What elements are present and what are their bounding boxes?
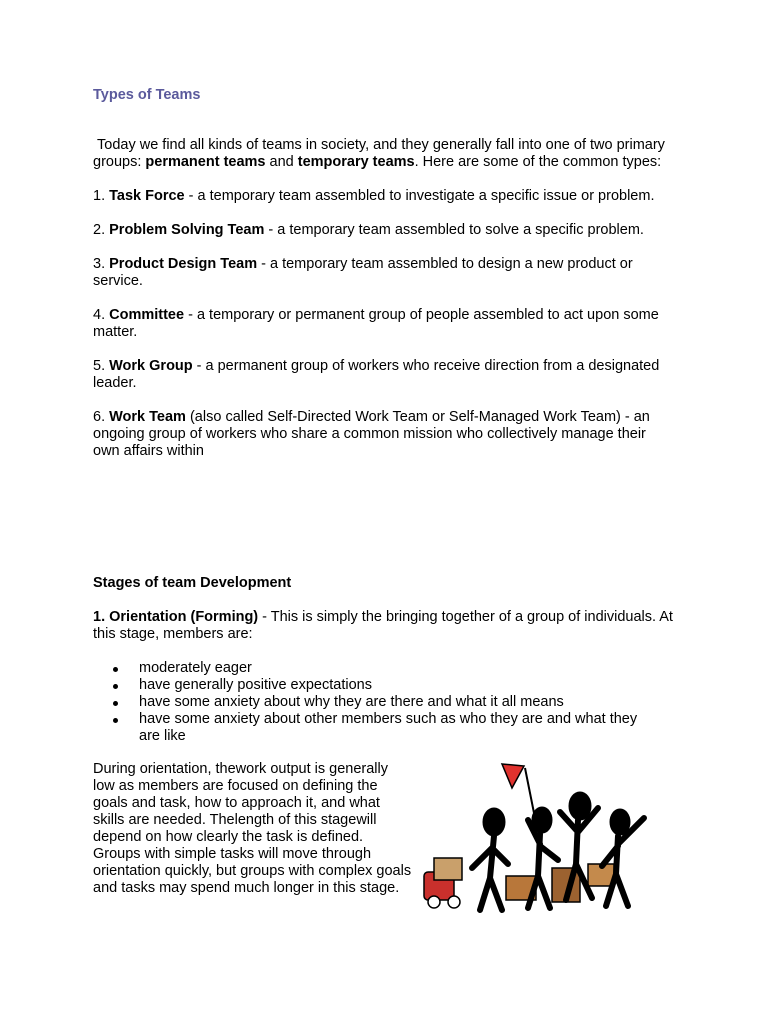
flag-pole — [525, 768, 535, 818]
team-figures-illustration — [420, 760, 660, 920]
item-number: 1. — [93, 188, 110, 204]
item-description: - a permanent group of workers who receive direction from a designated leader. — [93, 358, 660, 391]
item-name: Product Design Team — [109, 256, 258, 272]
item-name: Committee — [109, 307, 185, 323]
list-item-text: have some anxiety about other members such as who they are and what they are like — [139, 711, 638, 744]
list-item — [93, 711, 653, 745]
list-item — [93, 677, 653, 694]
intro-text: . Here are some of the common types: — [414, 154, 662, 170]
intro-text: and — [265, 154, 298, 170]
item-number: 4. — [93, 307, 110, 323]
item-name: Problem Solving Team — [109, 222, 265, 238]
list-item-text: have some anxiety about why they are there and what it all means — [139, 694, 564, 710]
item-description: - a temporary team assembled to design a new product or service. — [93, 256, 633, 289]
stage-paragraph — [93, 609, 673, 643]
item-number: 2. — [93, 222, 110, 238]
item-number: 6. — [93, 409, 110, 425]
team-type-item — [93, 188, 673, 205]
stage-heading: 1. Orientation (Forming) — [93, 609, 259, 625]
item-name: Work Team — [109, 409, 186, 425]
member-traits-list — [93, 660, 653, 745]
item-description: - a temporary team assembled to investigate a specific issue or problem. — [184, 188, 655, 204]
wagon-icon — [424, 858, 462, 908]
bullet-icon — [113, 667, 118, 672]
list-item-text: moderately eager — [139, 660, 252, 676]
stages-heading: Stages of team Development — [93, 575, 292, 591]
stage-orientation — [93, 609, 673, 643]
item-name: Task Force — [109, 188, 185, 204]
intro-text: Today we find all kinds of teams in society, and they generally fall into one of two primary groups: — [93, 137, 665, 170]
flag-icon — [502, 764, 524, 788]
item-description: - a temporary or permanent group of people assembled to act upon some matter. — [93, 307, 659, 340]
team-type-item — [93, 307, 673, 341]
stage-text: - This is simply the bringing together of a group of individuals. At this stage, members are: — [93, 609, 673, 642]
team-type-item — [93, 222, 673, 239]
intro-paragraph — [93, 137, 673, 171]
item-number: 3. — [93, 256, 110, 272]
page-title: Types of Teams — [93, 87, 201, 103]
bullet-icon — [113, 718, 118, 723]
orientation-paragraph: During orientation, thework output is generally low as members are focused on defining the goals and task, how to approach it, and what skills are needed. Thelength of this stagewill depend on how clearly the task is defined. Groups with simple tasks will move through orientation quickly, but groups with complex goals and tasks may spend much longer in this stage. — [93, 761, 412, 896]
intro-bold-temporary: temporary teams — [297, 154, 415, 170]
item-description: (also called Self-Directed Work Team or Self-Managed Work Team) - an ongoing group of workers who share a common mission who collectively manage their own affairs within — [93, 409, 650, 459]
types-section — [93, 137, 673, 477]
bullet-icon — [113, 684, 118, 689]
list-item — [93, 660, 653, 677]
team-type-item — [93, 409, 673, 460]
bullet-icon — [113, 701, 118, 706]
item-description: - a temporary team assembled to solve a specific problem. — [264, 222, 644, 238]
intro-bold-permanent: permanent teams — [145, 154, 266, 170]
list-item — [93, 694, 653, 711]
item-number: 5. — [93, 358, 110, 374]
item-name: Work Group — [109, 358, 193, 374]
team-type-item — [93, 256, 673, 290]
team-type-item — [93, 358, 673, 392]
list-item-text: have generally positive expectations — [139, 677, 372, 693]
